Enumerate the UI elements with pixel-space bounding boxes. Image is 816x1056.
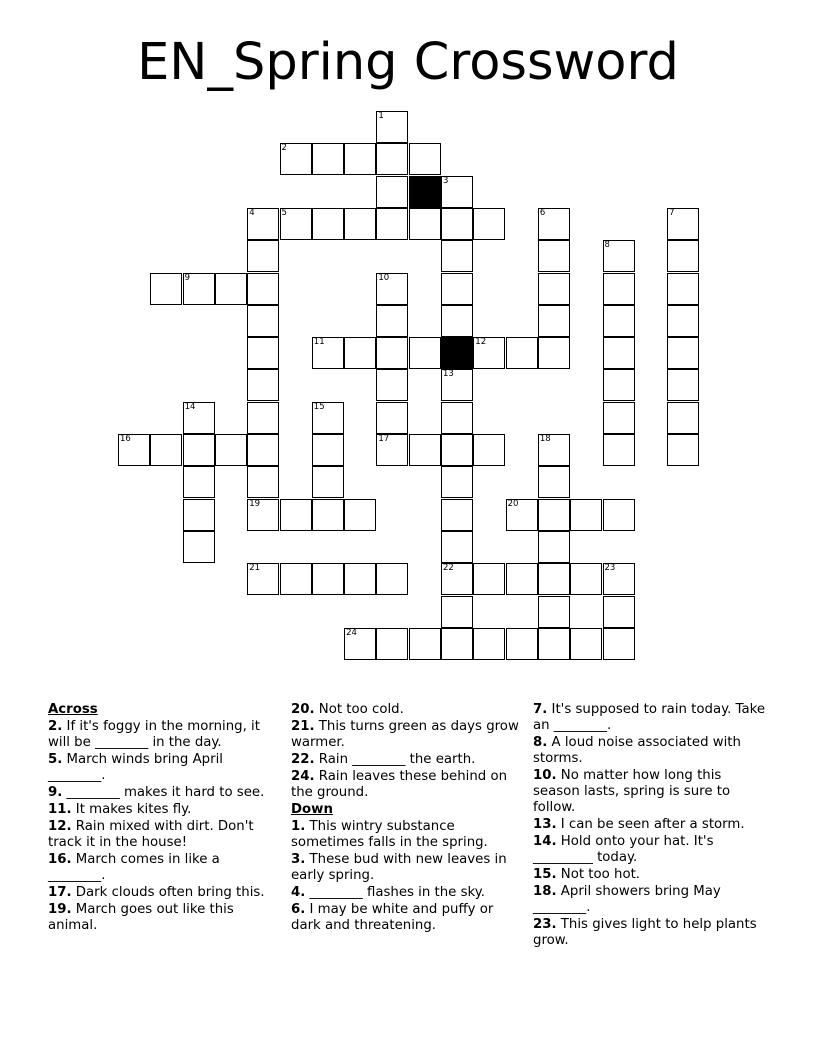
grid-cell[interactable] [183,499,215,531]
clue-item [533,884,765,916]
grid-cell[interactable] [376,273,408,305]
grid-cell[interactable] [247,240,279,272]
clue-number: 2 [281,143,287,154]
across-header: Across [48,702,98,717]
clue-item [48,802,280,818]
clue-item [48,752,280,784]
grid-cell[interactable] [150,273,182,305]
clue-number-label: 19. [48,902,72,917]
page-title: EN_Spring Crossword [137,33,679,92]
grid-cell[interactable] [312,434,344,466]
grid-cell[interactable] [344,499,376,531]
grid-cell[interactable] [312,466,344,498]
grid-cell[interactable] [409,337,441,369]
grid-cell[interactable] [506,499,538,531]
grid-cell[interactable] [376,305,408,337]
grid-cell[interactable] [603,499,635,531]
clue-text: It makes kites fly. [71,802,192,817]
grid-cell[interactable] [603,369,635,401]
grid-cell[interactable] [247,337,279,369]
clue-item [533,834,765,866]
grid-cell[interactable] [538,337,570,369]
clue-item [291,852,523,884]
clue-item [291,769,523,801]
clue-number-label: 14. [533,834,557,849]
grid-cell[interactable] [376,337,408,369]
clue-number: 24 [346,627,357,638]
grid-cell[interactable] [441,208,473,240]
grid-cell[interactable] [376,143,408,175]
clue-item [48,902,280,934]
grid-cell[interactable] [312,563,344,595]
grid-cell[interactable] [183,434,215,466]
clue-item [533,768,765,816]
clue-text: I can be seen after a storm. [556,817,745,832]
clue-number: 16 [120,434,131,444]
grid-cell[interactable] [603,337,635,369]
grid-cell[interactable] [603,628,635,660]
grid-cell[interactable] [215,434,247,466]
clue-text: March goes out like this animal. [48,902,234,933]
grid-cell[interactable] [667,208,699,240]
grid-cell[interactable] [538,499,570,531]
grid-cell[interactable] [150,434,182,466]
clue-number: 7 [669,207,675,218]
clue-text: April showers bring May ________. [533,884,721,915]
grid-cell[interactable] [215,273,247,305]
grid-cell[interactable] [473,628,505,660]
grid-cell[interactable] [538,628,570,660]
clue-number: 18 [539,434,551,444]
clue-number: 13 [443,369,454,380]
grid-cell[interactable] [473,208,505,240]
grid-cell[interactable] [506,337,538,369]
grid-cell[interactable] [344,143,376,175]
clue-number-label: 15. [533,867,557,882]
clue-number-label: 4. [291,885,306,900]
clue-number-label: 11. [48,802,72,817]
clue-number-label: 9. [48,785,63,800]
clue-number: 21 [249,563,261,574]
grid-cell[interactable] [312,337,344,369]
clue-number: 17 [378,434,390,444]
clue-number: 11 [313,337,325,348]
grid-cell[interactable] [538,563,570,595]
grid-cell[interactable] [441,369,473,401]
clue-item [291,702,523,718]
clue-item [533,817,765,833]
grid-cell[interactable] [667,337,699,369]
grid-cell[interactable] [441,240,473,272]
clue-number: 5 [281,207,287,218]
grid-cell[interactable] [570,563,602,595]
clue-item [291,885,523,901]
clue-number: 4 [249,207,255,218]
grid-cell[interactable] [280,143,312,175]
clue-number: 8 [604,240,610,251]
clue-number: 23 [604,563,616,574]
grid-cell[interactable] [441,531,473,563]
grid-cell[interactable] [603,596,635,628]
grid-cell[interactable] [441,305,473,337]
clue-column-2 [291,702,523,935]
grid-cell[interactable] [280,499,312,531]
grid-cell[interactable] [376,208,408,240]
clue-item [533,735,765,767]
grid-cell[interactable] [376,628,408,660]
grid-cell[interactable] [376,434,408,466]
grid-cell[interactable] [538,305,570,337]
grid-cell[interactable] [376,369,408,401]
down-clue-list [291,819,523,934]
clue-number-label: 13. [533,817,557,832]
clue-number-label: 8. [533,735,548,750]
clue-item [48,719,280,751]
grid-cell[interactable] [247,305,279,337]
clue-text: Rain ________ the earth. [314,752,476,767]
down-clue-list-continued [533,702,765,949]
across-clue-list [48,719,280,934]
grid-cell[interactable] [473,563,505,595]
grid-cell[interactable] [247,208,279,240]
clue-number-label: 10. [533,768,557,783]
clue-number: 22 [443,563,454,574]
clue-text: A loud noise associated with storms. [533,735,741,766]
clue-number: 10 [378,272,390,283]
grid-cell[interactable] [441,563,473,595]
grid-cell[interactable] [376,563,408,595]
grid-cell[interactable] [538,596,570,628]
clue-item [291,752,523,768]
clue-number: 1 [378,111,384,121]
grid-cell[interactable] [441,596,473,628]
grid-cell[interactable] [538,434,570,466]
grid-cell[interactable] [603,402,635,434]
across-clue-list-continued [291,702,523,801]
clue-text: Rain leaves these behind on the ground. [291,769,508,800]
grid-cell[interactable] [473,434,505,466]
grid-cell[interactable] [506,563,538,595]
clue-text: Not too cold. [314,702,404,717]
grid-cell[interactable] [312,402,344,434]
clue-number: 14 [184,401,196,412]
grid-cell[interactable] [183,531,215,563]
clue-item [291,719,523,751]
grid-cell[interactable] [667,434,699,466]
black-cell [441,337,473,369]
grid-cell[interactable] [183,466,215,498]
grid-cell[interactable] [441,434,473,466]
grid-cell[interactable] [247,273,279,305]
clue-text: This gives light to help plants grow. [533,917,757,948]
grid-cell[interactable] [570,628,602,660]
grid-cell[interactable] [667,240,699,272]
grid-cell[interactable] [441,466,473,498]
grid-cell[interactable] [312,499,344,531]
clue-text: Dark clouds often bring this. [71,885,265,900]
clue-number-label: 2. [48,719,63,734]
grid-cell[interactable] [312,208,344,240]
clue-number-label: 7. [533,702,548,717]
clue-number-label: 20. [291,702,315,717]
grid-cell[interactable] [538,240,570,272]
clue-text: No matter how long this season lasts, spring is sure to follow. [533,768,731,815]
clue-number-label: 16. [48,852,72,867]
grid-cell[interactable] [441,176,473,208]
clue-item [291,902,523,934]
grid-cell[interactable] [441,628,473,660]
clue-number-label: 23. [533,917,557,932]
clue-column-3 [533,702,765,950]
clue-text: March winds bring April ________. [48,752,223,783]
grid-cell[interactable] [667,402,699,434]
grid-cell[interactable] [667,273,699,305]
grid-cell[interactable] [409,208,441,240]
grid-cell[interactable] [603,240,635,272]
clue-item [48,785,280,801]
clue-number: 19 [249,498,261,509]
clue-number-label: 3. [291,852,306,867]
grid-cell[interactable] [280,208,312,240]
grid-cell[interactable] [409,434,441,466]
black-cell [409,176,441,208]
grid-cell[interactable] [247,402,279,434]
grid-cell[interactable] [344,563,376,595]
grid-cell[interactable] [409,628,441,660]
grid-cell[interactable] [538,466,570,498]
grid-cell[interactable] [344,208,376,240]
grid-cell[interactable] [603,305,635,337]
clue-number: 9 [184,272,191,283]
clue-number-label: 1. [291,819,306,834]
clue-number-label: 21. [291,719,315,734]
grid-cell[interactable] [538,273,570,305]
clue-number-label: 17. [48,885,72,900]
grid-cell[interactable] [247,499,279,531]
clue-number-label: 5. [48,752,63,767]
clue-number-label: 22. [291,752,315,767]
grid-cell[interactable] [667,369,699,401]
clue-item [533,867,765,883]
grid-cell[interactable] [280,563,312,595]
clue-item [533,702,765,734]
clue-number: 3 [443,175,449,186]
clue-text: If it's foggy in the morning, it will be ________ in the day. [48,719,260,750]
clue-text: Not too hot. [556,867,641,882]
grid-cell[interactable] [538,208,570,240]
clue-text: March comes in like a ________. [48,852,220,883]
grid-cell[interactable] [247,466,279,498]
clue-text: ________ makes it hard to see. [62,785,265,800]
down-header: Down [291,802,333,817]
grid-cell[interactable] [376,402,408,434]
grid-cell[interactable] [247,369,279,401]
clue-text: This wintry substance sometimes falls in the spring. [291,819,488,850]
grid-cell[interactable] [344,337,376,369]
clue-number: 15 [313,401,325,412]
clue-item [291,819,523,851]
clue-text: Rain mixed with dirt. Don't track it in the house! [48,819,254,850]
grid-cell[interactable] [118,434,150,466]
grid-cell[interactable] [376,111,408,143]
grid-cell[interactable] [473,337,505,369]
clue-number-label: 6. [291,902,306,917]
grid-cell[interactable] [506,628,538,660]
grid-cell[interactable] [409,143,441,175]
clue-text: I may be white and puffy or dark and threatening. [291,902,494,933]
clue-item [48,885,280,901]
clue-text: It's supposed to rain today. Take an ________. [533,702,766,733]
grid-cell[interactable] [603,273,635,305]
grid-cell[interactable] [247,563,279,595]
grid-cell[interactable] [441,499,473,531]
grid-cell[interactable] [603,434,635,466]
grid-cell[interactable] [183,273,215,305]
clue-item [48,819,280,851]
grid-cell[interactable] [603,563,635,595]
grid-cell[interactable] [570,499,602,531]
grid-cell[interactable] [441,402,473,434]
clue-number: 20 [507,498,519,509]
clue-number-label: 24. [291,769,315,784]
clue-text: These bud with new leaves in early spring. [291,852,507,883]
grid-cell[interactable] [376,176,408,208]
grid-cell[interactable] [667,305,699,337]
clue-text: ________ flashes in the sky. [305,885,485,900]
grid-cell[interactable] [183,402,215,434]
grid-cell[interactable] [538,531,570,563]
clue-column-1 [48,702,280,935]
grid-cell[interactable] [247,434,279,466]
grid-cell[interactable] [344,628,376,660]
grid-cell[interactable] [441,273,473,305]
clue-number: 6 [539,207,546,218]
clue-number: 12 [475,337,487,348]
clue-item [533,917,765,949]
grid-cell[interactable] [312,143,344,175]
clue-number-label: 18. [533,884,557,899]
clue-number-label: 12. [48,819,72,834]
clue-text: Hold onto your hat. It's _________ today. [533,834,714,865]
clue-item [48,852,280,884]
clue-text: This turns green as days grow warmer. [291,719,519,750]
